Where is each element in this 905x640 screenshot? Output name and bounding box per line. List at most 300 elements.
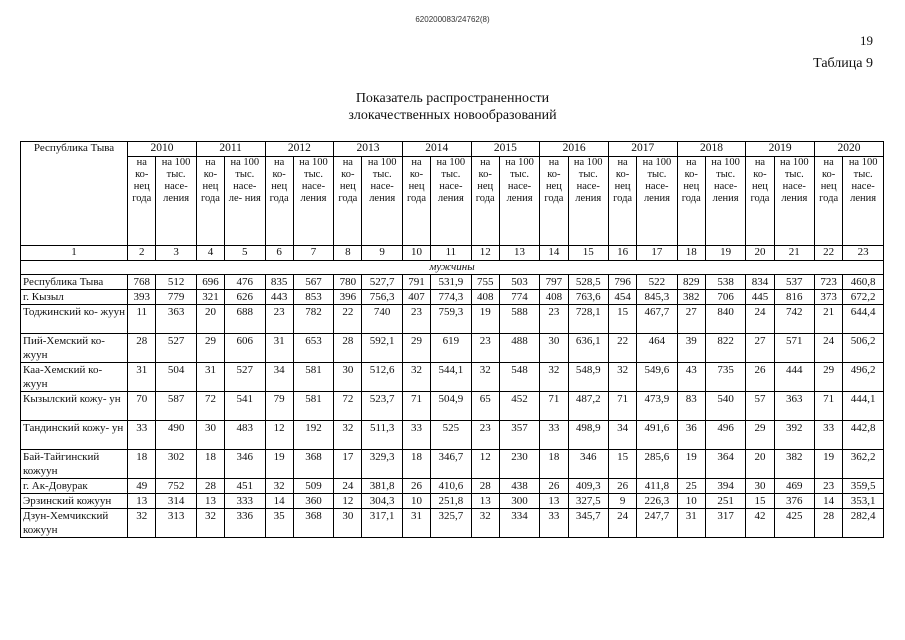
column-number: 22 <box>815 246 843 261</box>
table-cell: 49 <box>128 479 156 494</box>
table-cell: 723 <box>815 275 843 290</box>
table-cell: 835 <box>265 275 293 290</box>
table-row <box>21 334 884 363</box>
subheader-row <box>21 157 884 246</box>
document-id: 620200083/24762(8) <box>415 15 490 24</box>
table-cell: 325,7 <box>431 509 471 538</box>
table-cell: 26 <box>402 479 430 494</box>
table-cell: 797 <box>540 275 568 290</box>
region-name: Тоджинский ко- жуун <box>21 305 128 334</box>
table-cell: 336 <box>225 509 265 538</box>
table-cell: 29 <box>746 421 774 450</box>
column-number: 8 <box>334 246 362 261</box>
year-header-2012: 2012 <box>265 142 334 157</box>
table-cell: 363 <box>156 305 196 334</box>
table-cell: 33 <box>815 421 843 450</box>
table-cell: 10 <box>402 494 430 509</box>
table-cell: 29 <box>815 363 843 392</box>
table-cell: 548 <box>499 363 539 392</box>
subheader-year-end: на ко- нец года <box>746 157 774 246</box>
region-name: Пий-Хемский ко- жуун <box>21 334 128 363</box>
table-cell: 467,7 <box>637 305 677 334</box>
table-cell: 33 <box>540 509 568 538</box>
table-cell: 541 <box>225 392 265 421</box>
table-cell: 15 <box>608 305 636 334</box>
table-cell: 368 <box>293 450 333 479</box>
table-cell: 251,8 <box>431 494 471 509</box>
column-number: 23 <box>843 246 884 261</box>
table-cell: 438 <box>499 479 539 494</box>
table-cell: 83 <box>677 392 705 421</box>
table-cell: 29 <box>402 334 430 363</box>
table-cell: 65 <box>471 392 499 421</box>
table-cell: 688 <box>225 305 265 334</box>
subheader-per-100k: на 100 тыс. насе- ления <box>362 157 402 246</box>
table-cell: 488 <box>499 334 539 363</box>
column-number: 12 <box>471 246 499 261</box>
table-cell: 230 <box>499 450 539 479</box>
table-cell: 23 <box>402 305 430 334</box>
table-cell: 42 <box>746 509 774 538</box>
table-cell: 13 <box>196 494 224 509</box>
table-cell: 71 <box>815 392 843 421</box>
table-cell: 571 <box>774 334 814 363</box>
column-number: 20 <box>746 246 774 261</box>
table-cell: 14 <box>815 494 843 509</box>
table-cell: 27 <box>677 305 705 334</box>
table-cell: 756,3 <box>362 290 402 305</box>
table-cell: 28 <box>128 334 156 363</box>
table-cell: 782 <box>293 305 333 334</box>
table-cell: 39 <box>677 334 705 363</box>
table-cell: 490 <box>156 421 196 450</box>
column-number: 15 <box>568 246 608 261</box>
table-cell: 363 <box>774 392 814 421</box>
table-cell: 31 <box>265 334 293 363</box>
table-cell: 527 <box>225 363 265 392</box>
table-cell: 644,4 <box>843 305 884 334</box>
table-cell: 452 <box>499 392 539 421</box>
table-cell: 313 <box>156 509 196 538</box>
table-cell: 79 <box>265 392 293 421</box>
table-row <box>21 392 884 421</box>
table-cell: 394 <box>705 479 745 494</box>
table-cell: 321 <box>196 290 224 305</box>
table-cell: 376 <box>774 494 814 509</box>
table-cell: 588 <box>499 305 539 334</box>
table-cell: 23 <box>815 479 843 494</box>
table-cell: 845,3 <box>637 290 677 305</box>
table-cell: 19 <box>265 450 293 479</box>
table-cell: 317 <box>705 509 745 538</box>
table-cell: 382 <box>774 450 814 479</box>
table-cell: 396 <box>334 290 362 305</box>
table-cell: 72 <box>334 392 362 421</box>
table-cell: 581 <box>293 363 333 392</box>
table-cell: 300 <box>499 494 539 509</box>
table-cell: 71 <box>540 392 568 421</box>
table-cell: 22 <box>608 334 636 363</box>
table-cell: 592,1 <box>362 334 402 363</box>
table-cell: 33 <box>128 421 156 450</box>
table-cell: 13 <box>540 494 568 509</box>
subheader-year-end: на ко- нец года <box>677 157 705 246</box>
table-row <box>21 479 884 494</box>
table-cell: 364 <box>705 450 745 479</box>
table-cell: 329,3 <box>362 450 402 479</box>
table-cell: 816 <box>774 290 814 305</box>
table-cell: 28 <box>334 334 362 363</box>
table-cell: 30 <box>334 509 362 538</box>
table-cell: 451 <box>225 479 265 494</box>
year-header-2018: 2018 <box>677 142 746 157</box>
subheader-per-100k: на 100 тыс. насе- ления <box>499 157 539 246</box>
table-cell: 23 <box>471 421 499 450</box>
subheader-year-end: на ко- нец года <box>471 157 499 246</box>
table-cell: 32 <box>196 509 224 538</box>
column-number: 9 <box>362 246 402 261</box>
table-cell: 19 <box>677 450 705 479</box>
table-cell: 70 <box>128 392 156 421</box>
table-cell: 464 <box>637 334 677 363</box>
table-cell: 32 <box>128 509 156 538</box>
table-cell: 333 <box>225 494 265 509</box>
table-cell: 853 <box>293 290 333 305</box>
table-cell: 511,3 <box>362 421 402 450</box>
region-name: г. Ак-Довурак <box>21 479 128 494</box>
table-cell: 29 <box>196 334 224 363</box>
table-cell: 32 <box>265 479 293 494</box>
table-cell: 32 <box>471 363 499 392</box>
table-cell: 473,9 <box>637 392 677 421</box>
table-cell: 407 <box>402 290 430 305</box>
table-cell: 18 <box>540 450 568 479</box>
table-cell: 192 <box>293 421 333 450</box>
table-cell: 21 <box>815 305 843 334</box>
table-cell: 18 <box>128 450 156 479</box>
table-cell: 445 <box>746 290 774 305</box>
table-cell: 27 <box>746 334 774 363</box>
table-cell: 469 <box>774 479 814 494</box>
table-cell: 12 <box>265 421 293 450</box>
table-cell: 392 <box>774 421 814 450</box>
region-name: Бай-Тайгинский кожуун <box>21 450 128 479</box>
column-number: 11 <box>431 246 471 261</box>
table-cell: 302 <box>156 450 196 479</box>
subheader-year-end: на ко- нец года <box>608 157 636 246</box>
title-line-2: злокачественных новообразований <box>348 108 557 123</box>
column-number-row <box>21 246 884 261</box>
table-cell: 13 <box>128 494 156 509</box>
table-cell: 314 <box>156 494 196 509</box>
table-cell: 19 <box>815 450 843 479</box>
table-cell: 538 <box>705 275 745 290</box>
table-cell: 411,8 <box>637 479 677 494</box>
table-cell: 10 <box>677 494 705 509</box>
table-cell: 454 <box>608 290 636 305</box>
table-cell: 36 <box>677 421 705 450</box>
table-cell: 24 <box>334 479 362 494</box>
table-body <box>21 261 884 538</box>
table-cell: 15 <box>608 450 636 479</box>
table-cell: 32 <box>608 363 636 392</box>
table-cell: 460,8 <box>843 275 884 290</box>
table-cell: 522 <box>637 275 677 290</box>
table-cell: 443 <box>265 290 293 305</box>
year-header-2011: 2011 <box>196 142 265 157</box>
table-cell: 549,6 <box>637 363 677 392</box>
subheader-per-100k: на 100 тыс. насе- ления <box>705 157 745 246</box>
column-number: 7 <box>293 246 333 261</box>
table-cell: 393 <box>128 290 156 305</box>
table-cell: 20 <box>196 305 224 334</box>
table-cell: 512,6 <box>362 363 402 392</box>
table-cell: 15 <box>746 494 774 509</box>
table-cell: 18 <box>196 450 224 479</box>
table-cell: 755 <box>471 275 499 290</box>
table-cell: 672,2 <box>843 290 884 305</box>
region-name: Кызылский кожу- ун <box>21 392 128 421</box>
year-header-2017: 2017 <box>608 142 677 157</box>
section-label-men: мужчины <box>21 261 884 275</box>
year-header-2020: 2020 <box>815 142 884 157</box>
table-cell: 12 <box>334 494 362 509</box>
table-cell: 548,9 <box>568 363 608 392</box>
table-cell: 226,3 <box>637 494 677 509</box>
table-cell: 740 <box>362 305 402 334</box>
table-cell: 780 <box>334 275 362 290</box>
table-cell: 353,1 <box>843 494 884 509</box>
table-cell: 346 <box>568 450 608 479</box>
year-header-row <box>21 142 884 157</box>
year-header-2010: 2010 <box>128 142 197 157</box>
table-cell: 317,1 <box>362 509 402 538</box>
table-row <box>21 275 884 290</box>
subheader-per-100k: на 100 тыс. насе- ления <box>431 157 471 246</box>
subheader-year-end: на ко- нец года <box>265 157 293 246</box>
table-row <box>21 305 884 334</box>
table-cell: 581 <box>293 392 333 421</box>
table-row <box>21 290 884 305</box>
table-cell: 829 <box>677 275 705 290</box>
region-name: Тандинский кожу- ун <box>21 421 128 450</box>
table-cell: 742 <box>774 305 814 334</box>
table-cell: 14 <box>265 494 293 509</box>
table-cell: 587 <box>156 392 196 421</box>
column-number: 10 <box>402 246 430 261</box>
table-cell: 506,2 <box>843 334 884 363</box>
table-cell: 491,6 <box>637 421 677 450</box>
table-cell: 26 <box>540 479 568 494</box>
subheader-year-end: на ко- нец года <box>402 157 430 246</box>
table-cell: 30 <box>334 363 362 392</box>
table-row <box>21 509 884 538</box>
table-cell: 28 <box>471 479 499 494</box>
table-cell: 26 <box>746 363 774 392</box>
table-cell: 71 <box>402 392 430 421</box>
table-cell: 822 <box>705 334 745 363</box>
table-cell: 774 <box>499 290 539 305</box>
table-cell: 763,6 <box>568 290 608 305</box>
column-number: 13 <box>499 246 539 261</box>
table-cell: 251 <box>705 494 745 509</box>
table-cell: 346 <box>225 450 265 479</box>
table-cell: 9 <box>608 494 636 509</box>
table-cell: 498,9 <box>568 421 608 450</box>
table-cell: 476 <box>225 275 265 290</box>
table-cell: 728,1 <box>568 305 608 334</box>
year-header-2016: 2016 <box>540 142 609 157</box>
table-cell: 774,3 <box>431 290 471 305</box>
table-cell: 345,7 <box>568 509 608 538</box>
table-cell: 444 <box>774 363 814 392</box>
subheader-per-100k: на 100 тыс. насе- ления <box>568 157 608 246</box>
column-number: 21 <box>774 246 814 261</box>
subheader-year-end: на ко- нец года <box>128 157 156 246</box>
region-column-header: Республика Тыва <box>21 142 128 246</box>
table-cell: 346,7 <box>431 450 471 479</box>
table-cell: 32 <box>402 363 430 392</box>
table-cell: 57 <box>746 392 774 421</box>
table-cell: 528,5 <box>568 275 608 290</box>
table-cell: 31 <box>677 509 705 538</box>
table-cell: 22 <box>334 305 362 334</box>
subheader-year-end: на ко- нец года <box>334 157 362 246</box>
table-cell: 43 <box>677 363 705 392</box>
table-label: Таблица 9 <box>813 56 873 71</box>
subheader-per-100k: на 100 тыс. насе- ле- ния <box>225 157 265 246</box>
table-cell: 368 <box>293 509 333 538</box>
region-name: Республика Тыва <box>21 275 128 290</box>
table-cell: 359,5 <box>843 479 884 494</box>
table-row <box>21 494 884 509</box>
table-cell: 33 <box>402 421 430 450</box>
table-cell: 25 <box>677 479 705 494</box>
table-cell: 653 <box>293 334 333 363</box>
table-cell: 362,2 <box>843 450 884 479</box>
table-cell: 282,4 <box>843 509 884 538</box>
table-row <box>21 363 884 392</box>
table-cell: 24 <box>746 305 774 334</box>
table-cell: 23 <box>471 334 499 363</box>
page-number: 19 <box>860 33 873 48</box>
table-cell: 381,8 <box>362 479 402 494</box>
column-number: 14 <box>540 246 568 261</box>
title-line-1: Показатель распространенности <box>355 91 550 106</box>
table-row <box>21 450 884 479</box>
table-cell: 834 <box>746 275 774 290</box>
table-cell: 72 <box>196 392 224 421</box>
table-cell: 12 <box>471 450 499 479</box>
table-cell: 28 <box>196 479 224 494</box>
column-number: 16 <box>608 246 636 261</box>
table-cell: 410,6 <box>431 479 471 494</box>
table-cell: 706 <box>705 290 745 305</box>
table-cell: 19 <box>471 305 499 334</box>
table-cell: 496 <box>705 421 745 450</box>
table-cell: 537 <box>774 275 814 290</box>
table-cell: 487,2 <box>568 392 608 421</box>
column-number: 3 <box>156 246 196 261</box>
table-cell: 527 <box>156 334 196 363</box>
table-cell: 606 <box>225 334 265 363</box>
table-cell: 382 <box>677 290 705 305</box>
year-header-2013: 2013 <box>334 142 403 157</box>
table-cell: 327,5 <box>568 494 608 509</box>
table-cell: 20 <box>746 450 774 479</box>
table-cell: 759,3 <box>431 305 471 334</box>
column-number: 2 <box>128 246 156 261</box>
table-cell: 357 <box>499 421 539 450</box>
table-cell: 540 <box>705 392 745 421</box>
subheader-per-100k: на 100 тыс. насе- ления <box>156 157 196 246</box>
subheader-year-end: на ко- нец года <box>815 157 843 246</box>
table-cell: 304,3 <box>362 494 402 509</box>
table-cell: 567 <box>293 275 333 290</box>
column-number: 17 <box>637 246 677 261</box>
table-cell: 531,9 <box>431 275 471 290</box>
column-number: 19 <box>705 246 745 261</box>
subheader-per-100k: на 100 тыс. насе- ления <box>293 157 333 246</box>
table-cell: 544,1 <box>431 363 471 392</box>
table-cell: 373 <box>815 290 843 305</box>
subheader-per-100k: на 100 тыс. насе- ления <box>637 157 677 246</box>
table-cell: 779 <box>156 290 196 305</box>
table-cell: 483 <box>225 421 265 450</box>
table-cell: 30 <box>196 421 224 450</box>
table-cell: 523,7 <box>362 392 402 421</box>
table-cell: 409,3 <box>568 479 608 494</box>
table-cell: 32 <box>540 363 568 392</box>
table-cell: 444,1 <box>843 392 884 421</box>
region-name: г. Кызыл <box>21 290 128 305</box>
year-header-2019: 2019 <box>746 142 815 157</box>
column-number: 6 <box>265 246 293 261</box>
table-cell: 496,2 <box>843 363 884 392</box>
year-header-2014: 2014 <box>402 142 471 157</box>
table-cell: 525 <box>431 421 471 450</box>
table-cell: 442,8 <box>843 421 884 450</box>
table-cell: 360 <box>293 494 333 509</box>
table-cell: 626 <box>225 290 265 305</box>
table-cell: 791 <box>402 275 430 290</box>
table-cell: 18 <box>402 450 430 479</box>
table-cell: 509 <box>293 479 333 494</box>
table-cell: 30 <box>746 479 774 494</box>
table-cell: 504 <box>156 363 196 392</box>
table-cell: 636,1 <box>568 334 608 363</box>
column-number: 5 <box>225 246 265 261</box>
table-row <box>21 421 884 450</box>
table-cell: 17 <box>334 450 362 479</box>
region-name: Эрзинский кожуун <box>21 494 128 509</box>
subheader-per-100k: на 100 тыс. насе- ления <box>843 157 884 246</box>
table-cell: 796 <box>608 275 636 290</box>
table-cell: 503 <box>499 275 539 290</box>
table-cell: 32 <box>334 421 362 450</box>
table-cell: 31 <box>402 509 430 538</box>
table-cell: 425 <box>774 509 814 538</box>
region-name: Каа-Хемский ко- жуун <box>21 363 128 392</box>
table-cell: 34 <box>608 421 636 450</box>
table-cell: 696 <box>196 275 224 290</box>
region-name: Дзун-Хемчикский кожуун <box>21 509 128 538</box>
table-cell: 13 <box>471 494 499 509</box>
table-cell: 768 <box>128 275 156 290</box>
table-cell: 71 <box>608 392 636 421</box>
table-cell: 24 <box>608 509 636 538</box>
table-cell: 30 <box>540 334 568 363</box>
